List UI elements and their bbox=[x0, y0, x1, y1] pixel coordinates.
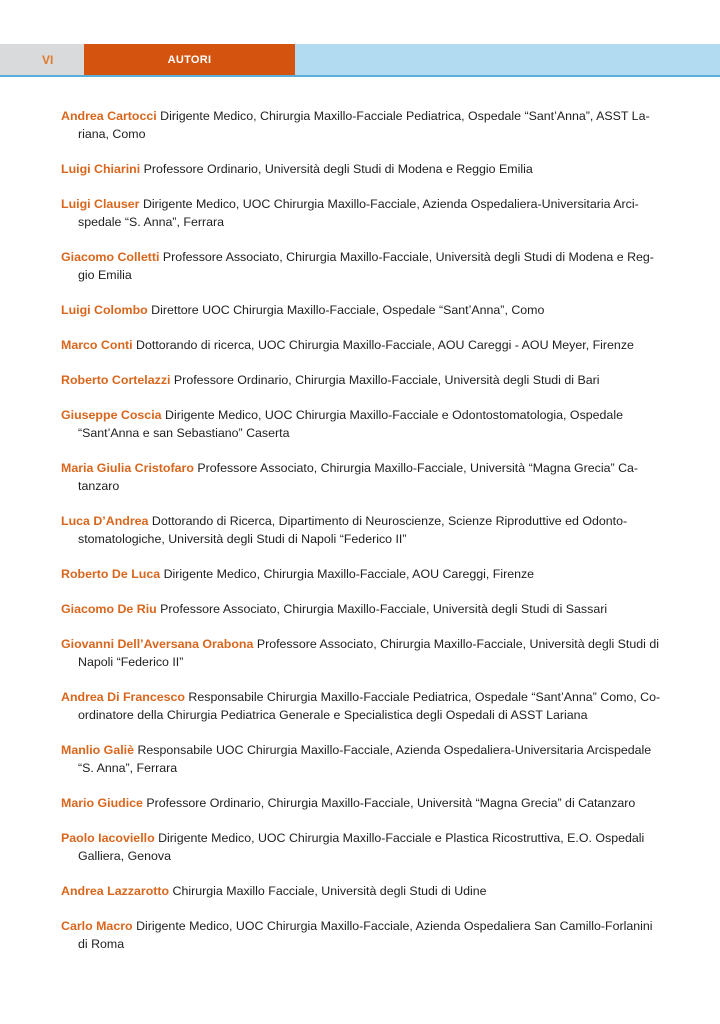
author-entry bbox=[61, 565, 670, 583]
author-affiliation: Dirigente Medico, UOC Chirurgia Maxillo-Facciale e Odontostomatologia, Ospedale bbox=[165, 408, 623, 422]
author-entry bbox=[61, 336, 670, 354]
author-affiliation-continued: tanzaro bbox=[78, 479, 120, 493]
author-affiliation-continued: stomatologiche, Università degli Studi di Napoli “Federico II” bbox=[78, 532, 407, 546]
author-entry bbox=[61, 829, 670, 865]
author-name: Andrea Di Francesco bbox=[61, 690, 185, 704]
author-affiliation: Direttore UOC Chirurgia Maxillo-Facciale, Ospedale “Sant’Anna”, Como bbox=[151, 303, 545, 317]
author-name: Giacomo Colletti bbox=[61, 250, 160, 264]
author-name: Maria Giulia Cristofaro bbox=[61, 461, 194, 475]
author-list bbox=[61, 107, 670, 970]
author-name: Carlo Macro bbox=[61, 919, 133, 933]
author-entry bbox=[61, 688, 670, 724]
author-affiliation: Dirigente Medico, Chirurgia Maxillo-Facciale, AOU Careggi, Firenze bbox=[163, 567, 535, 581]
author-name: Giovanni Dell’Aversana Orabona bbox=[61, 637, 254, 651]
page-header bbox=[0, 44, 720, 77]
author-affiliation: Professore Associato, Chirurgia Maxillo-Facciale, Università “Magna Grecia” Ca- bbox=[197, 461, 639, 475]
author-entry bbox=[61, 301, 670, 319]
author-entry bbox=[61, 459, 670, 495]
author-affiliation-continued: Napoli “Federico II” bbox=[78, 655, 184, 669]
author-name: Andrea Lazzarotto bbox=[61, 884, 170, 898]
author-name: Paolo Iacoviello bbox=[61, 831, 155, 845]
author-name: Luca D’Andrea bbox=[61, 514, 149, 528]
author-name: Luigi Clauser bbox=[61, 197, 140, 211]
author-affiliation: Professore Ordinario, Università degli Studi di Modena e Reggio Emilia bbox=[143, 162, 533, 176]
author-affiliation-continued: riana, Como bbox=[78, 127, 146, 141]
section-title: AUTORI bbox=[84, 44, 295, 75]
author-entry bbox=[61, 512, 670, 548]
page-number: VI bbox=[0, 44, 84, 75]
author-entry bbox=[61, 195, 670, 231]
author-name: Roberto De Luca bbox=[61, 567, 161, 581]
author-entry bbox=[61, 406, 670, 442]
author-name: Roberto Cortelazzi bbox=[61, 373, 171, 387]
author-entry bbox=[61, 371, 670, 389]
author-entry bbox=[61, 882, 670, 900]
author-affiliation: Dottorando di ricerca, UOC Chirurgia Maxillo-Facciale, AOU Careggi - AOU Meyer, Firenze bbox=[136, 338, 634, 352]
author-entry bbox=[61, 248, 670, 284]
author-entry bbox=[61, 635, 670, 671]
author-affiliation: Dirigente Medico, UOC Chirurgia Maxillo-Facciale, Azienda Ospedaliera-Universitaria Arci- bbox=[142, 197, 639, 211]
author-affiliation-continued: spedale “S. Anna”, Ferrara bbox=[78, 215, 225, 229]
author-affiliation: Professore Ordinario, Chirurgia Maxillo-Facciale, Università “Magna Grecia” di Catanzaro bbox=[146, 796, 636, 810]
author-affiliation: Dirigente Medico, UOC Chirurgia Maxillo-Facciale e Plastica Ricostruttiva, E.O. Ospedali bbox=[158, 831, 645, 845]
author-affiliation: Professore Associato, Chirurgia Maxillo-Facciale, Università degli Studi di Modena e Reg- bbox=[162, 250, 654, 264]
author-affiliation: Responsabile Chirurgia Maxillo-Facciale Pediatrica, Ospedale “Sant’Anna” Como, Co- bbox=[188, 690, 661, 704]
author-name: Andrea Cartocci bbox=[61, 109, 157, 123]
author-name: Marco Conti bbox=[61, 338, 133, 352]
author-affiliation: Dottorando di Ricerca, Dipartimento di Neuroscienze, Scienze Riproduttive ed Odonto- bbox=[151, 514, 628, 528]
header-divider bbox=[0, 75, 720, 77]
author-name: Luigi Colombo bbox=[61, 303, 148, 317]
author-affiliation: Professore Associato, Chirurgia Maxillo-Facciale, Università degli Studi di Sassari bbox=[160, 602, 608, 616]
author-affiliation: Chirurgia Maxillo Facciale, Università degli Studi di Udine bbox=[172, 884, 487, 898]
author-affiliation-continued: di Roma bbox=[78, 937, 125, 951]
author-entry bbox=[61, 917, 670, 953]
author-entry bbox=[61, 794, 670, 812]
author-entry bbox=[61, 160, 670, 178]
author-name: Mario Giudice bbox=[61, 796, 143, 810]
author-affiliation: Professore Associato, Chirurgia Maxillo-Facciale, Università degli Studi di bbox=[256, 637, 659, 651]
author-entry bbox=[61, 107, 670, 143]
author-name: Luigi Chiarini bbox=[61, 162, 141, 176]
author-affiliation-continued: ordinatore della Chirurgia Pediatrica Generale e Specialistica degli Ospedali di ASST Lariana bbox=[78, 708, 588, 722]
author-affiliation-continued: “S. Anna”, Ferrara bbox=[78, 761, 178, 775]
author-name: Giuseppe Coscia bbox=[61, 408, 162, 422]
author-affiliation-continued: gio Emilia bbox=[78, 268, 132, 282]
author-name: Manlio Galiè bbox=[61, 743, 134, 757]
author-affiliation-continued: Galliera, Genova bbox=[78, 849, 171, 863]
author-affiliation-continued: “Sant’Anna e san Sebastiano” Caserta bbox=[78, 426, 290, 440]
author-affiliation: Professore Ordinario, Chirurgia Maxillo-Facciale, Università degli Studi di Bari bbox=[173, 373, 600, 387]
author-entry bbox=[61, 600, 670, 618]
header-band bbox=[295, 44, 720, 75]
author-affiliation: Dirigente Medico, UOC Chirurgia Maxillo-Facciale, Azienda Ospedaliera San Camillo-Forlanini bbox=[136, 919, 653, 933]
author-name: Giacomo De Riu bbox=[61, 602, 157, 616]
author-affiliation: Responsabile UOC Chirurgia Maxillo-Facciale, Azienda Ospedaliera-Universitaria Arcispedale bbox=[137, 743, 652, 757]
author-entry bbox=[61, 741, 670, 777]
author-affiliation: Dirigente Medico, Chirurgia Maxillo-Facciale Pediatrica, Ospedale “Sant’Anna”, ASST La- bbox=[160, 109, 650, 123]
